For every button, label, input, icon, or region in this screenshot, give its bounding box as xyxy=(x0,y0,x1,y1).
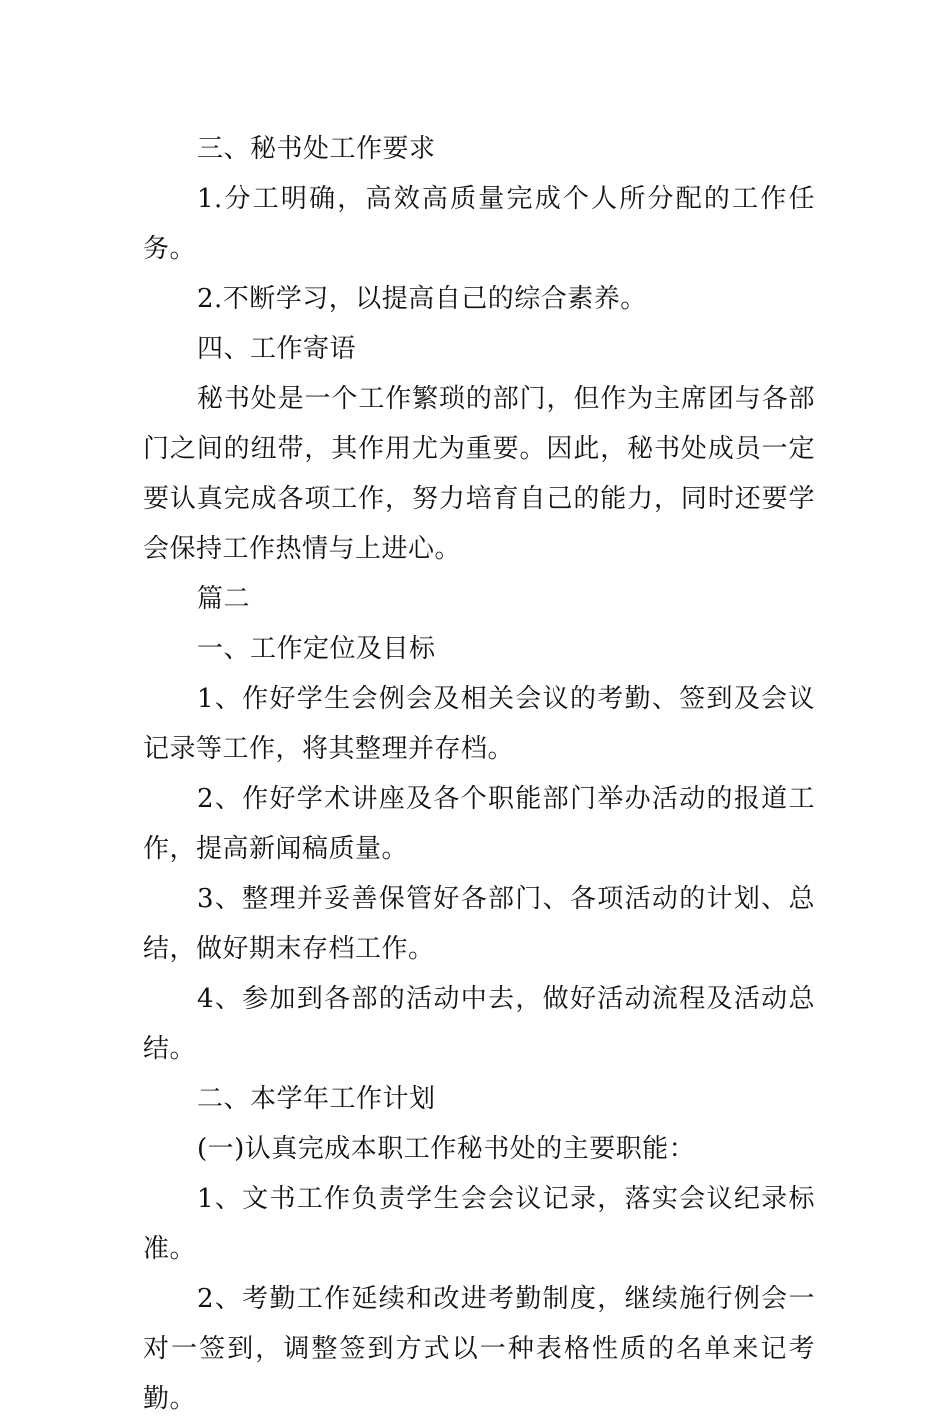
list-item: 2、作好学术讲座及各个职能部门举办活动的报道工作，提高新闻稿质量。 xyxy=(143,784,815,864)
list-item: 2.不断学习，以提高自己的综合素养。 xyxy=(197,284,647,314)
section-heading-message: 四、工作寄语 xyxy=(197,334,357,364)
list-item: 4、参加到各部的活动中去，做好活动流程及活动总结。 xyxy=(143,984,815,1064)
subsection-heading: (一)认真完成本职工作秘书处的主要职能： xyxy=(197,1134,696,1164)
list-item: 1、文书工作负责学生会会议记录，落实会议纪录标准。 xyxy=(143,1184,815,1264)
body-paragraph: 秘书处是一个工作繁琐的部门，但作为主席团与各部门之间的纽带，其作用尤为重要。因此，秘书处成员一定要认真完成各项工作，努力培育自己的能力，同时还要学会保持工作热情与上进心。 xyxy=(143,384,815,564)
part-heading: 篇二 xyxy=(197,584,251,614)
list-item: 3、整理并妥善保管好各部门、各项活动的计划、总结，做好期末存档工作。 xyxy=(143,884,815,964)
list-item: 2、考勤工作延续和改进考勤制度，继续施行例会一对一签到，调整签到方式以一种表格性质的名单来记考勤。 xyxy=(143,1284,815,1414)
list-item: 1.分工明确，高效高质量完成个人所分配的工作任务。 xyxy=(143,184,815,264)
document-body xyxy=(143,124,815,1424)
section-heading-goals: 一、工作定位及目标 xyxy=(197,634,436,664)
list-item: 1、作好学生会例会及相关会议的考勤、签到及会议记录等工作，将其整理并存档。 xyxy=(143,684,815,764)
section-heading-requirements: 三、秘书处工作要求 xyxy=(197,134,436,164)
section-heading-plan: 二、本学年工作计划 xyxy=(197,1084,436,1114)
